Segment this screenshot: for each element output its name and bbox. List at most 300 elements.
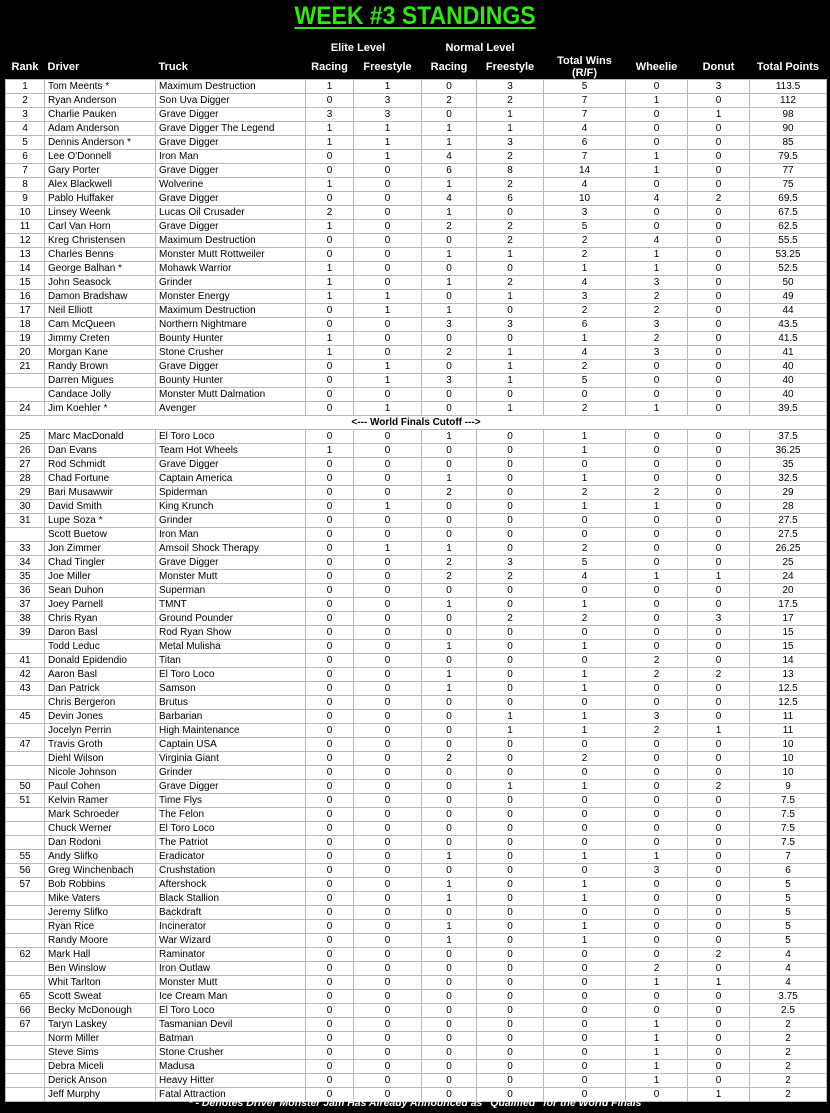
total-wins-cell: 3 [544,206,626,220]
donut-cell: 2 [688,192,750,206]
total-points-cell: 4 [750,976,827,990]
total-points-cell: 7.5 [750,808,827,822]
rank-cell: 28 [6,472,45,486]
table-row [6,1018,827,1032]
wheelie-cell: 0 [626,136,688,150]
elite-freestyle-cell: 1 [354,374,422,388]
elite-freestyle-cell: 0 [354,752,422,766]
table-row [6,234,827,248]
total-points-cell: 40 [750,388,827,402]
wheelie-cell: 1 [626,1046,688,1060]
wheelie-cell: 3 [626,710,688,724]
wheelie-cell: 0 [626,780,688,794]
rank-cell [6,976,45,990]
rank-cell [6,388,45,402]
total-points-cell: 98 [750,108,827,122]
total-wins-cell: 0 [544,738,626,752]
normal-racing-cell: 0 [422,990,477,1004]
rank-cell [6,836,45,850]
normal-racing-cell: 2 [422,556,477,570]
total-points-cell: 2 [750,1032,827,1046]
total-wins-cell: 2 [544,752,626,766]
normal-racing-cell: 2 [422,346,477,360]
elite-racing-cell: 1 [306,346,354,360]
truck-cell: Aftershock [156,878,306,892]
normal-racing-cell: 0 [422,864,477,878]
col-wheelie: Wheelie [626,55,688,80]
total-points-cell: 2.5 [750,1004,827,1018]
truck-cell: Brutus [156,696,306,710]
table-row [6,472,827,486]
normal-racing-cell: 0 [422,360,477,374]
standings-table [5,55,827,1102]
normal-racing-cell: 0 [422,402,477,416]
wheelie-cell: 0 [626,556,688,570]
driver-cell: Joey Parnell [45,598,156,612]
rank-cell: 15 [6,276,45,290]
normal-racing-cell: 0 [422,612,477,626]
total-wins-cell: 6 [544,136,626,150]
normal-freestyle-cell: 3 [477,136,544,150]
wheelie-cell: 3 [626,864,688,878]
normal-freestyle-cell: 2 [477,276,544,290]
total-points-cell: 2 [750,1074,827,1088]
wheelie-cell: 3 [626,346,688,360]
elite-racing-cell: 0 [306,1088,354,1102]
elite-freestyle-cell: 1 [354,360,422,374]
total-wins-cell: 1 [544,640,626,654]
total-points-cell: 36.25 [750,444,827,458]
normal-freestyle-cell: 0 [477,682,544,696]
donut-cell: 1 [688,1088,750,1102]
wheelie-cell: 2 [626,654,688,668]
normal-freestyle-cell: 0 [477,738,544,752]
truck-cell: Monster Mutt Rottweiler [156,248,306,262]
driver-cell: Sean Duhon [45,584,156,598]
normal-freestyle-cell: 0 [477,626,544,640]
total-points-cell: 50 [750,276,827,290]
driver-cell: Joe Miller [45,570,156,584]
total-wins-cell: 0 [544,1004,626,1018]
truck-cell: Grave Digger [156,220,306,234]
total-wins-cell: 0 [544,584,626,598]
table-row [6,892,827,906]
normal-freestyle-cell: 1 [477,108,544,122]
driver-cell: Dan Patrick [45,682,156,696]
table-row [6,500,827,514]
elite-freestyle-cell: 0 [354,1046,422,1060]
elite-racing-cell: 0 [306,360,354,374]
rank-cell: 24 [6,402,45,416]
total-points-cell: 67.5 [750,206,827,220]
driver-cell: Tom Meents * [45,80,156,94]
wheelie-cell: 1 [626,94,688,108]
table-row [6,780,827,794]
truck-cell: Wolverine [156,178,306,192]
total-points-cell: 62.5 [750,220,827,234]
normal-racing-cell: 2 [422,570,477,584]
total-wins-cell: 1 [544,500,626,514]
table-row [6,598,827,612]
total-points-cell: 7.5 [750,836,827,850]
truck-cell: Tasmanian Devil [156,1018,306,1032]
normal-freestyle-cell: 0 [477,948,544,962]
wheelie-cell: 0 [626,584,688,598]
normal-racing-cell: 0 [422,1074,477,1088]
elite-freestyle-cell: 1 [354,122,422,136]
normal-freestyle-cell: 6 [477,192,544,206]
driver-cell: Ryan Anderson [45,94,156,108]
donut-cell: 0 [688,752,750,766]
driver-cell: Derick Anson [45,1074,156,1088]
normal-racing-cell: 0 [422,626,477,640]
normal-racing-cell: 0 [422,500,477,514]
normal-racing-cell: 0 [422,654,477,668]
total-points-cell: 12.5 [750,696,827,710]
normal-racing-cell: 0 [422,1004,477,1018]
table-row [6,262,827,276]
elite-freestyle-cell: 0 [354,444,422,458]
total-points-cell: 2 [750,1046,827,1060]
truck-cell: Grave Digger [156,458,306,472]
donut-cell: 0 [688,430,750,444]
total-points-cell: 7 [750,850,827,864]
donut-cell: 0 [688,1032,750,1046]
normal-freestyle-cell: 0 [477,808,544,822]
elite-racing-cell: 0 [306,542,354,556]
donut-cell: 0 [688,1046,750,1060]
total-wins-cell: 0 [544,794,626,808]
elite-racing-cell: 0 [306,864,354,878]
table-row [6,878,827,892]
total-points-cell: 20 [750,584,827,598]
wheelie-cell: 0 [626,626,688,640]
table-row [6,808,827,822]
driver-cell: Greg Winchenbach [45,864,156,878]
total-wins-cell: 4 [544,122,626,136]
world-finals-cutoff-label: <--- World Finals Cutoff ---> [6,416,827,430]
normal-freestyle-cell: 0 [477,500,544,514]
page-title-text: WEEK #3 STANDINGS [294,2,536,30]
wheelie-cell: 0 [626,752,688,766]
donut-cell: 0 [688,766,750,780]
table-row [6,626,827,640]
elite-freestyle-cell: 0 [354,262,422,276]
driver-cell: Andy Slifko [45,850,156,864]
wheelie-cell: 0 [626,920,688,934]
truck-cell: El Toro Loco [156,822,306,836]
elite-freestyle-cell: 0 [354,248,422,262]
elite-racing-cell: 0 [306,906,354,920]
driver-cell: Gary Porter [45,164,156,178]
elite-freestyle-cell: 1 [354,304,422,318]
total-wins-cell: 4 [544,178,626,192]
driver-cell: Chad Fortune [45,472,156,486]
wheelie-cell: 1 [626,570,688,584]
normal-racing-cell: 1 [422,178,477,192]
table-row [6,822,827,836]
driver-cell: Dennis Anderson * [45,136,156,150]
truck-cell: Amsoil Shock Therapy [156,542,306,556]
normal-freestyle-cell: 1 [477,248,544,262]
wheelie-cell: 0 [626,934,688,948]
elite-racing-cell: 0 [306,556,354,570]
driver-cell: Daron Basl [45,626,156,640]
normal-freestyle-cell: 2 [477,220,544,234]
driver-cell: Cam McQueen [45,318,156,332]
elite-racing-cell: 0 [306,486,354,500]
total-wins-cell: 0 [544,990,626,1004]
driver-cell: Whit Tarlton [45,976,156,990]
normal-freestyle-cell: 0 [477,486,544,500]
total-wins-cell: 2 [544,486,626,500]
normal-freestyle-cell: 1 [477,402,544,416]
truck-cell: Superman [156,584,306,598]
table-row [6,864,827,878]
donut-cell: 0 [688,150,750,164]
rank-cell: 50 [6,780,45,794]
total-wins-cell: 1 [544,934,626,948]
table-row [6,584,827,598]
elite-freestyle-cell: 0 [354,948,422,962]
truck-cell: The Felon [156,808,306,822]
normal-racing-cell: 0 [422,584,477,598]
table-row [6,80,827,94]
elite-racing-cell: 1 [306,136,354,150]
elite-freestyle-cell: 0 [354,724,422,738]
normal-freestyle-cell: 3 [477,80,544,94]
table-row [6,304,827,318]
table-row [6,976,827,990]
driver-cell: Randy Moore [45,934,156,948]
rank-cell [6,906,45,920]
normal-racing-cell: 0 [422,234,477,248]
elite-freestyle-cell: 0 [354,458,422,472]
rank-cell: 47 [6,738,45,752]
normal-racing-cell: 0 [422,710,477,724]
truck-cell: King Krunch [156,500,306,514]
driver-cell: Jeremy Slifko [45,906,156,920]
normal-racing-cell: 0 [422,1088,477,1102]
driver-cell: Steve Sims [45,1046,156,1060]
donut-cell: 2 [688,780,750,794]
elite-racing-cell: 0 [306,878,354,892]
total-wins-cell: 0 [544,654,626,668]
normal-freestyle-cell: 0 [477,920,544,934]
normal-freestyle-cell: 1 [477,346,544,360]
driver-cell: David Smith [45,500,156,514]
elite-freestyle-cell: 0 [354,766,422,780]
wheelie-cell: 0 [626,836,688,850]
wheelie-cell: 0 [626,220,688,234]
rank-cell: 11 [6,220,45,234]
normal-freestyle-cell: 0 [477,598,544,612]
driver-cell: Scott Buetow [45,528,156,542]
normal-freestyle-cell: 1 [477,724,544,738]
truck-cell: Monster Mutt [156,570,306,584]
donut-cell: 0 [688,822,750,836]
wheelie-cell: 1 [626,164,688,178]
donut-cell: 0 [688,472,750,486]
elite-racing-cell: 0 [306,1074,354,1088]
normal-racing-cell: 1 [422,934,477,948]
elite-freestyle-cell: 0 [354,1032,422,1046]
table-row [6,962,827,976]
truck-cell: Backdraft [156,906,306,920]
total-points-cell: 32.5 [750,472,827,486]
elite-freestyle-cell: 0 [354,682,422,696]
driver-cell: Charles Benns [45,248,156,262]
total-wins-cell: 7 [544,108,626,122]
col-elite-freestyle: Freestyle [354,55,422,80]
rank-cell: 56 [6,864,45,878]
elite-freestyle-cell: 0 [354,626,422,640]
donut-cell: 0 [688,1060,750,1074]
truck-cell: Stone Crusher [156,346,306,360]
elite-racing-cell: 0 [306,976,354,990]
donut-cell: 0 [688,500,750,514]
total-points-cell: 28 [750,500,827,514]
total-points-cell: 75 [750,178,827,192]
donut-cell: 0 [688,626,750,640]
total-wins-cell: 1 [544,920,626,934]
normal-freestyle-cell: 0 [477,514,544,528]
total-points-cell: 5 [750,892,827,906]
total-wins-cell: 0 [544,976,626,990]
donut-cell: 3 [688,612,750,626]
driver-cell: Jim Koehler * [45,402,156,416]
normal-racing-cell: 1 [422,472,477,486]
total-wins-cell: 5 [544,374,626,388]
normal-racing-cell: 0 [422,108,477,122]
elite-freestyle-cell: 0 [354,598,422,612]
normal-racing-cell: 0 [422,794,477,808]
total-wins-cell: 0 [544,836,626,850]
wheelie-cell: 0 [626,472,688,486]
truck-cell: High Maintenance [156,724,306,738]
rank-cell: 16 [6,290,45,304]
table-row [6,738,827,752]
total-wins-cell: 2 [544,304,626,318]
table-row [6,1032,827,1046]
normal-freestyle-cell: 0 [477,864,544,878]
driver-cell: Todd Leduc [45,640,156,654]
normal-freestyle-cell: 0 [477,654,544,668]
truck-cell: Batman [156,1032,306,1046]
wheelie-cell: 0 [626,542,688,556]
driver-cell: Mark Hall [45,948,156,962]
total-points-cell: 69.5 [750,192,827,206]
donut-cell: 0 [688,1004,750,1018]
driver-cell: Donald Epidendio [45,654,156,668]
table-row [6,150,827,164]
truck-cell: TMNT [156,598,306,612]
elite-racing-cell: 0 [306,822,354,836]
normal-racing-cell: 0 [422,724,477,738]
wheelie-cell: 0 [626,1004,688,1018]
total-points-cell: 52.5 [750,262,827,276]
normal-racing-cell: 1 [422,682,477,696]
elite-racing-cell: 0 [306,1018,354,1032]
truck-cell: Grave Digger [156,164,306,178]
elite-freestyle-cell: 0 [354,486,422,500]
truck-cell: Grave Digger [156,108,306,122]
normal-racing-cell: 6 [422,164,477,178]
elite-racing-cell: 0 [306,164,354,178]
normal-racing-cell: 1 [422,892,477,906]
donut-cell: 0 [688,584,750,598]
table-row [6,276,827,290]
elite-freestyle-cell: 0 [354,1088,422,1102]
wheelie-cell: 0 [626,696,688,710]
truck-cell: Iron Man [156,150,306,164]
elite-freestyle-cell: 0 [354,668,422,682]
rank-cell [6,1074,45,1088]
elite-freestyle-cell: 0 [354,1074,422,1088]
total-wins-cell: 1 [544,332,626,346]
wheelie-cell: 1 [626,850,688,864]
wheelie-cell: 1 [626,248,688,262]
normal-racing-cell: 0 [422,388,477,402]
donut-cell: 0 [688,136,750,150]
elite-racing-cell: 3 [306,108,354,122]
total-points-cell: 17.5 [750,598,827,612]
driver-cell: Chris Bergeron [45,696,156,710]
normal-freestyle-cell: 2 [477,150,544,164]
total-wins-cell: 1 [544,262,626,276]
normal-freestyle-cell: 0 [477,990,544,1004]
total-points-cell: 2 [750,1088,827,1102]
elite-freestyle-cell: 3 [354,108,422,122]
normal-freestyle-cell: 0 [477,878,544,892]
driver-cell: Jocelyn Perrin [45,724,156,738]
driver-cell: Lupe Soza * [45,514,156,528]
elite-freestyle-cell: 1 [354,80,422,94]
normal-racing-cell: 1 [422,850,477,864]
elite-racing-cell: 0 [306,724,354,738]
total-wins-cell: 4 [544,276,626,290]
table-row [6,290,827,304]
rank-cell [6,892,45,906]
driver-cell: Jimmy Creten [45,332,156,346]
total-wins-cell: 2 [544,360,626,374]
rank-cell: 35 [6,570,45,584]
elite-racing-cell: 0 [306,682,354,696]
rank-cell: 20 [6,346,45,360]
normal-freestyle-cell: 1 [477,122,544,136]
normal-freestyle-cell: 0 [477,528,544,542]
total-wins-cell: 0 [544,388,626,402]
table-row [6,486,827,500]
driver-cell: Carl Van Horn [45,220,156,234]
table-row [6,332,827,346]
rank-cell [6,934,45,948]
total-points-cell: 11 [750,710,827,724]
table-row [6,108,827,122]
truck-cell: Iron Outlaw [156,962,306,976]
standings-top-group [6,80,827,416]
elite-freestyle-cell: 0 [354,794,422,808]
driver-cell: Ben Winslow [45,962,156,976]
elite-freestyle-cell: 0 [354,1060,422,1074]
elite-racing-cell: 1 [306,290,354,304]
truck-cell: Titan [156,654,306,668]
table-row [6,934,827,948]
rank-cell: 39 [6,626,45,640]
driver-cell: Chuck Werner [45,822,156,836]
wheelie-cell: 0 [626,990,688,1004]
elite-freestyle-cell: 1 [354,500,422,514]
